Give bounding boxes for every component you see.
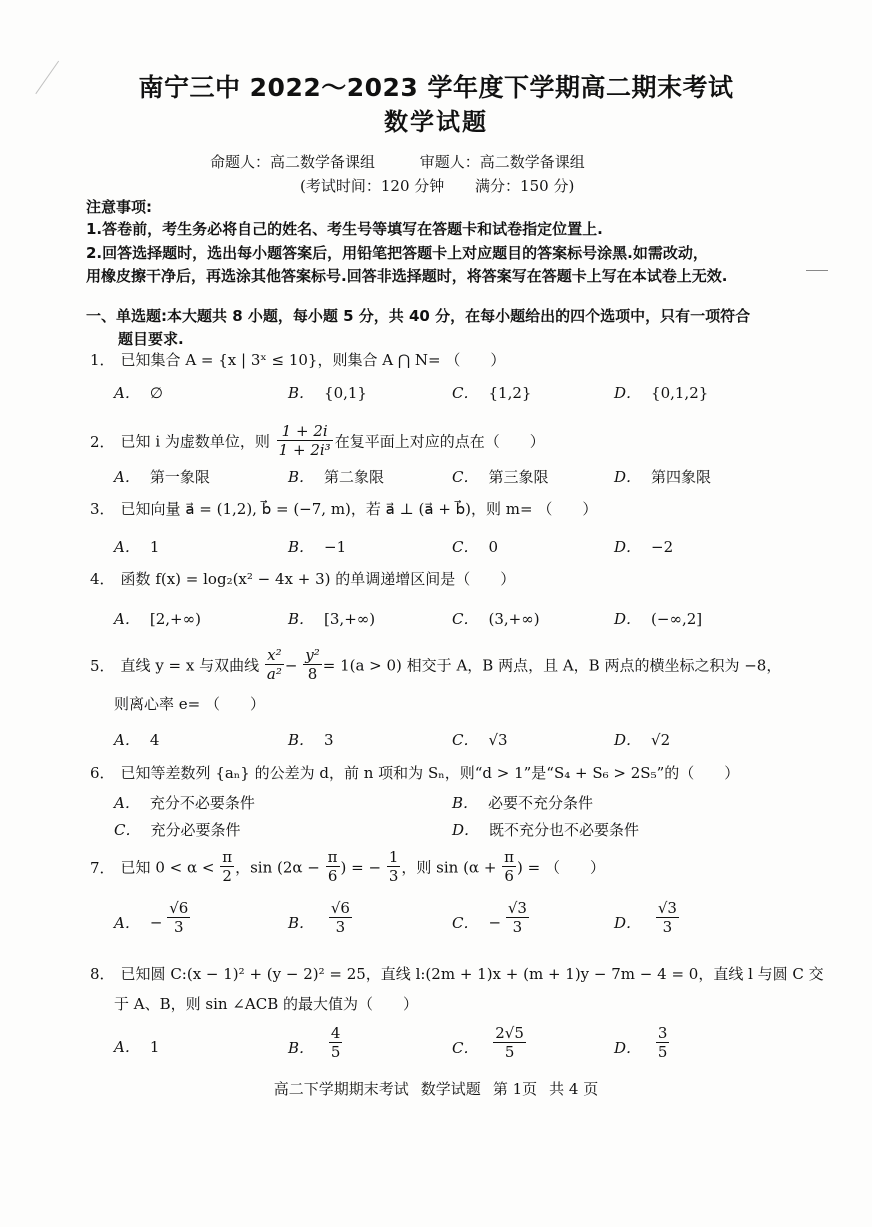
option-text: 1	[149, 538, 160, 556]
option-a	[114, 608, 201, 629]
question-text: 直线 y = x 与双曲线	[120, 656, 260, 675]
exam-authors	[210, 151, 585, 172]
option-label: B．	[288, 610, 315, 628]
option-label: A．	[114, 610, 140, 628]
fraction	[167, 899, 190, 936]
fraction-numerator: √3	[657, 899, 677, 917]
question-text: ，则 sin (α +	[401, 858, 497, 877]
option-text: {0,1}	[324, 384, 367, 402]
option-label: D．	[614, 913, 642, 932]
option-a	[114, 792, 255, 813]
footer-exam: 高二下学期期末考试	[273, 1080, 409, 1098]
fraction-denominator: 5	[657, 1043, 668, 1061]
option-d	[614, 382, 708, 403]
question-stem	[90, 850, 605, 887]
footer-total: 共 4 页	[549, 1080, 599, 1098]
fraction-numerator: y²	[305, 646, 320, 664]
option-b	[288, 899, 352, 942]
option-text: 第二象限	[324, 468, 385, 486]
option-d	[614, 466, 711, 487]
option-text: −1	[324, 538, 347, 556]
option-label: D．	[452, 821, 480, 839]
fraction-denominator: a²	[266, 665, 282, 683]
option-c	[452, 466, 549, 487]
option-d	[614, 899, 679, 942]
option-label: A．	[114, 1038, 140, 1056]
option-text: ∅	[149, 384, 163, 402]
footer-subject: 数学试题	[420, 1080, 481, 1098]
option-d	[614, 608, 702, 629]
option-text: √2	[651, 731, 671, 749]
option-c	[452, 608, 540, 629]
question-number: 7．	[90, 858, 115, 877]
question-stem	[90, 349, 505, 370]
fraction	[265, 646, 284, 683]
fraction-denominator: 3	[335, 918, 346, 936]
option-text: 充分不必要条件	[149, 794, 255, 812]
option-b	[288, 1024, 342, 1067]
option-label: C．	[452, 731, 479, 749]
option-label: D．	[614, 610, 642, 628]
option-text: 4	[149, 731, 160, 749]
question-stem-cont: 则离心率 e= （ ）	[114, 695, 265, 713]
option-c	[452, 899, 529, 942]
question-number: 6．	[90, 764, 115, 782]
fraction-numerator: √3	[507, 899, 527, 917]
option-label: D．	[614, 731, 642, 749]
question-stem	[90, 568, 515, 589]
question-number: 1．	[90, 351, 115, 369]
section-heading: 一、单选题:本大题共 8 小题，每小题 5 分，共 40 分，在每小题给出的四个选项中，只有一项符合	[86, 307, 751, 325]
fraction-numerator: π	[504, 848, 515, 866]
fraction	[387, 848, 401, 885]
fraction	[277, 422, 333, 459]
fraction-denominator: 5	[330, 1043, 341, 1061]
option-c	[114, 819, 241, 840]
fraction-denominator: 6	[327, 867, 338, 885]
option-b	[288, 466, 384, 487]
fraction-numerator: √6	[330, 899, 350, 917]
option-label: C．	[452, 468, 479, 486]
option-label: B．	[288, 731, 315, 749]
reviewer-label: 审题人：高二数学备课组	[419, 153, 585, 171]
option-text: 第三象限	[488, 468, 549, 486]
option-label: B．	[288, 1038, 315, 1057]
author-label: 命题人：高二数学备课组	[210, 153, 376, 171]
fraction-denominator: 2	[222, 867, 232, 885]
option-b	[288, 382, 367, 403]
option-a	[114, 466, 210, 487]
option-label: A．	[114, 913, 140, 932]
option-text: {0,1,2}	[651, 384, 709, 402]
option-text: √3	[488, 731, 508, 749]
fraction-numerator: 1	[388, 848, 399, 866]
fraction-numerator: 2√5	[495, 1024, 524, 1042]
question-text: 已知 i 为虚数单位，则	[120, 432, 270, 451]
question-number: 3．	[90, 500, 115, 518]
option-label: C．	[452, 384, 479, 402]
option-label: A．	[114, 384, 140, 402]
option-label: D．	[614, 538, 642, 556]
fraction-denominator: 6	[504, 867, 514, 885]
question-stem	[90, 648, 781, 685]
option-d	[452, 819, 639, 840]
question-number: 4．	[90, 570, 115, 588]
question-number: 5．	[90, 656, 115, 675]
option-label: C．	[452, 538, 479, 556]
exam-score: 满分：150 分)	[475, 177, 575, 195]
option-a	[114, 536, 159, 557]
minus-sign: −	[284, 656, 298, 675]
exam-title: 南宁三中 2022～2023 学年度下学期高二期末考试	[138, 73, 734, 102]
fraction-denominator: 5	[504, 1043, 515, 1061]
option-text: 既不充分也不必要条件	[489, 821, 640, 839]
fraction	[329, 1024, 343, 1061]
question-text: ) = （ ）	[517, 858, 605, 877]
question-text: 已知 0 < α <	[120, 858, 215, 877]
fraction-numerator: π	[222, 848, 233, 866]
option-c	[452, 1024, 526, 1067]
option-b	[452, 792, 593, 813]
option-text: 第一象限	[149, 468, 210, 486]
option-label: C．	[452, 913, 479, 932]
question-stem-cont: 于 A、B，则 sin ∠ACB 的最大值为（ ）	[114, 995, 418, 1013]
option-label: D．	[614, 1038, 642, 1057]
fraction-numerator: 4	[330, 1024, 341, 1042]
fraction	[506, 899, 529, 936]
fraction-denominator: 3	[388, 867, 399, 885]
fraction-numerator: x²	[265, 646, 284, 665]
option-text: 1	[149, 1038, 160, 1056]
option-text: −2	[651, 538, 674, 556]
option-b	[288, 608, 375, 629]
page-footer	[0, 1078, 872, 1099]
option-label: C．	[114, 821, 141, 839]
question-number: 2．	[90, 432, 115, 451]
exam-time-score	[300, 175, 574, 196]
question-text: 已知集合 A = {x | 3ˣ ≤ 10}，则集合 A ⋂ N= （ ）	[120, 351, 506, 369]
fraction	[656, 899, 679, 936]
fraction-denominator: 1 + 2i³	[278, 441, 331, 459]
option-label: A．	[114, 731, 140, 749]
option-text: [2,+∞)	[149, 610, 201, 628]
question-text: 在复平面上对应的点在（ ）	[334, 432, 545, 451]
option-label: A．	[114, 538, 140, 556]
fraction	[326, 848, 340, 885]
option-a	[114, 1036, 159, 1057]
question-stem	[90, 424, 545, 461]
question-stem	[90, 963, 824, 984]
option-text: 0	[488, 538, 499, 556]
option-label: B．	[288, 913, 315, 932]
notice-line: 用橡皮擦干净后，再选涂其他答案标号.回答非选择题时，将答案写在答题卡上写在本试卷上无效.	[86, 267, 728, 285]
option-a	[114, 729, 159, 750]
notice-line: 2.回答选择题时，选出每小题答案后，用铅笔把答题卡上对应题目的答案标号涂黑.如需改动，	[86, 244, 708, 262]
option-text: 第四象限	[651, 468, 712, 486]
question-text: 已知向量 a⃗ = (1,2), b⃗ = (−7, m)，若 a⃗ ⊥ (a⃗ + b⃗)，则 m= （ ）	[120, 500, 598, 518]
option-d	[614, 1024, 669, 1067]
option-label: A．	[114, 468, 140, 486]
option-text: {1,2}	[488, 384, 532, 402]
question-text: = 1(a > 0) 相交于 A，B 两点，且 A，B 两点的横坐标之积为 −8，	[322, 656, 782, 675]
fraction-denominator: 8	[307, 665, 318, 683]
option-label: B．	[288, 384, 315, 402]
option-label: C．	[452, 1038, 479, 1057]
option-text: 3	[324, 731, 334, 749]
fraction-numerator: 3	[657, 1024, 668, 1042]
question-number: 8．	[90, 965, 115, 983]
footer-page: 第 1页	[492, 1080, 538, 1098]
notice-line: 1.答卷前，考生务必将自己的姓名、考生号等填写在答题卡和试卷指定位置上.	[86, 220, 603, 238]
fraction-denominator: 3	[173, 918, 184, 936]
option-label: B．	[288, 468, 315, 486]
fraction	[329, 899, 352, 936]
question-stem	[90, 762, 739, 783]
fraction-denominator: 3	[512, 918, 523, 936]
option-a	[114, 382, 163, 403]
option-label: D．	[614, 384, 642, 402]
question-stem	[90, 498, 597, 519]
notice-title: 注意事项:	[86, 198, 152, 216]
option-label: D．	[614, 468, 642, 486]
option-label: A．	[114, 794, 140, 812]
question-text: ，sin (2α −	[235, 858, 320, 877]
fraction	[220, 848, 234, 885]
option-sign: −	[149, 913, 163, 932]
option-d	[614, 536, 673, 557]
option-a	[114, 899, 190, 942]
option-text: (−∞,2]	[651, 610, 703, 628]
exam-subtitle: 数学试题	[384, 108, 488, 136]
scan-artifact-dash	[806, 270, 828, 271]
fraction-numerator: π	[327, 848, 338, 866]
option-b	[288, 536, 346, 557]
section-heading-cont: 题目要求.	[118, 330, 184, 348]
option-text: [3,+∞)	[324, 610, 376, 628]
option-text: 必要不充分条件	[488, 794, 594, 812]
fraction	[303, 646, 322, 683]
option-text: 充分必要条件	[150, 821, 241, 839]
option-label: C．	[452, 610, 479, 628]
fraction	[656, 1024, 670, 1061]
question-text: 函数 f(x) = log₂(x² − 4x + 3) 的单调递增区间是（ ）	[120, 570, 516, 588]
fraction	[493, 1024, 526, 1061]
question-text: ) = −	[340, 858, 382, 877]
question-text: 已知圆 C:(x − 1)² + (y − 2)² = 25，直线 l:(2m + 1)x + (m + 1)y − 7m − 4 = 0，直线 l 与圆 C 交	[120, 965, 824, 983]
option-text: (3,+∞)	[488, 610, 540, 628]
option-sign: −	[488, 913, 502, 932]
option-c	[452, 382, 531, 403]
question-text: 已知等差数列 {aₙ} 的公差为 d，前 n 项和为 Sₙ，则“d > 1”是“S₄ + S₆ > 2S₅”的（ ）	[120, 764, 740, 782]
option-c	[452, 536, 498, 557]
option-b	[288, 729, 334, 750]
option-c	[452, 729, 508, 750]
option-d	[614, 729, 670, 750]
fraction-denominator: 3	[662, 918, 673, 936]
fraction	[502, 848, 516, 885]
fraction-numerator: 1 + 2i	[277, 422, 333, 441]
option-label: B．	[288, 538, 315, 556]
fraction-numerator: √6	[169, 899, 189, 917]
option-label: B．	[452, 794, 479, 812]
exam-time: (考试时间：120 分钟	[300, 177, 445, 195]
